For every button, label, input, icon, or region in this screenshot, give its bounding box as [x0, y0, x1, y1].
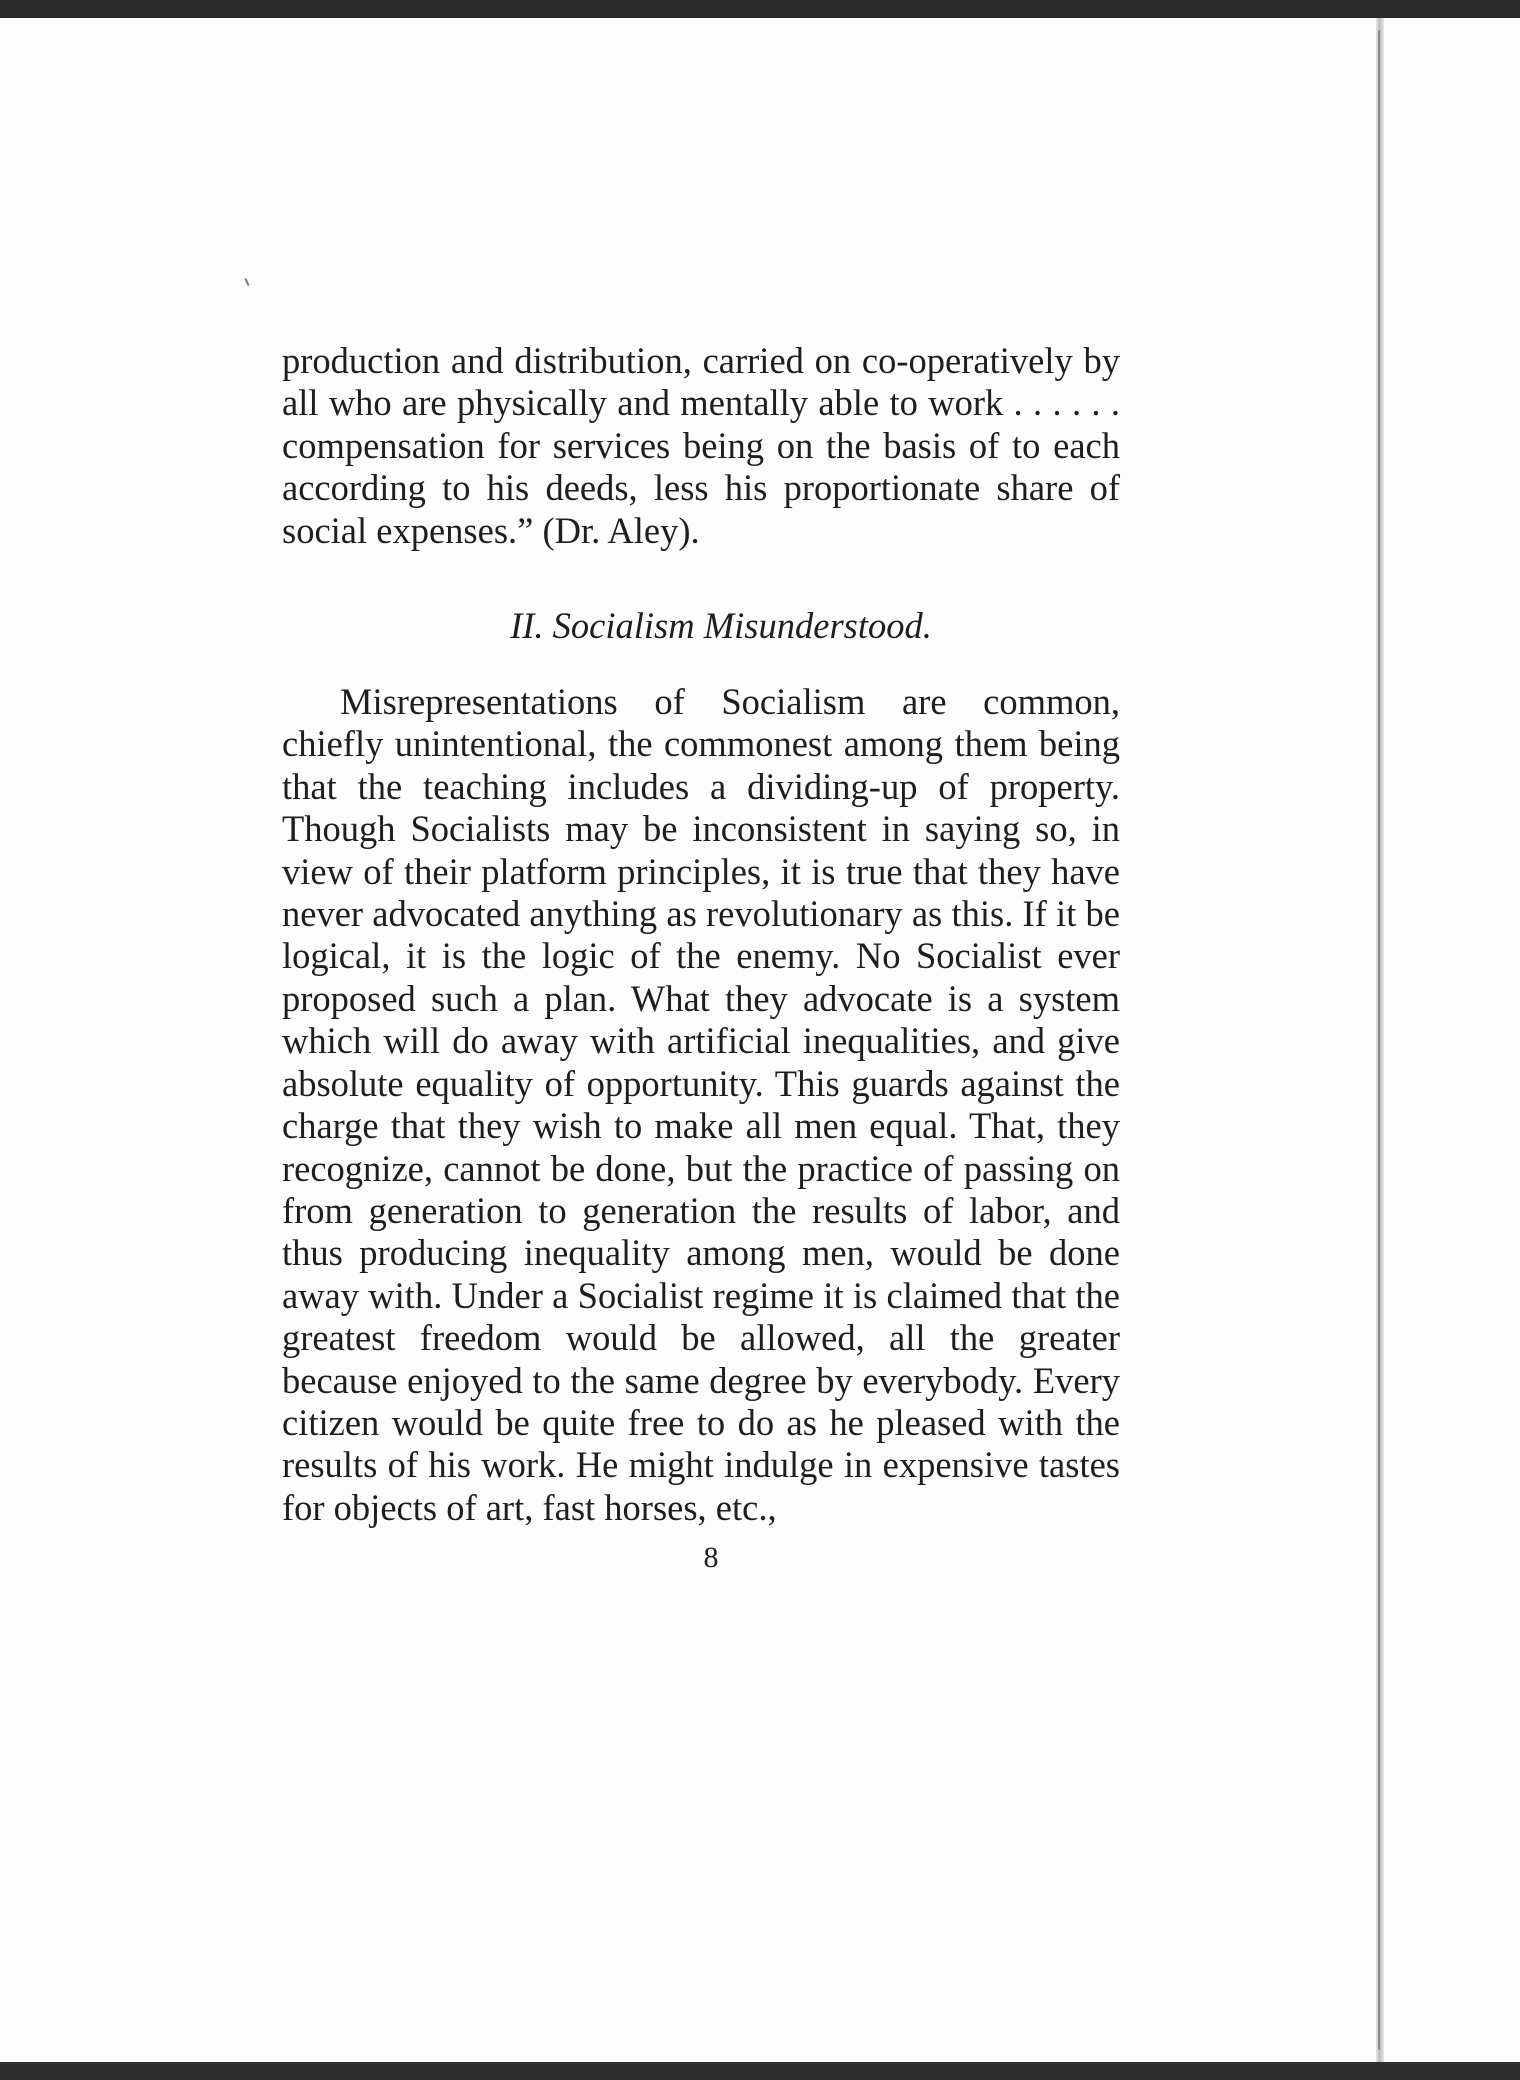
- gutter-line: [1378, 30, 1380, 2050]
- continuation-paragraph: production and distribution, carried on co-operatively by all who are physically and mentally able to work . . . . . . compensation for services being on the basis of to each according to his deeds, less his proportionate share of social expenses.” (Dr. Aley).: [282, 340, 1120, 551]
- scan-top-edge: [0, 0, 1520, 18]
- body-paragraph: Misrepresentations of Socialism are common, chiefly unintentional, the commonest among them being that the teaching includes a dividing-up of property. Though Socialists may be inconsistent in saying so, in view of their platform principles, it is true that they have never advocated anything as revolutionary as this. If it be logical, it is the logic of the enemy. No Socialist ever proposed such a plan. What they advocate is a system which will do away with artificial inequalities, and give absolute equality of opportunity. This guards against the charge that they wish to make all men equal. That, they recognize, cannot be done, but the practice of passing on from generation to generation the results of labor, and thus producing inequality among men, would be done away with. Under a Socialist regime it is claimed that the greatest freedom would be allowed, all the greater because enjoyed to the same degree by everybody. Every citizen would be quite free to do as he pleased with the results of his work. He might indulge in expensive tastes for objects of art, fast horses, etc.,: [282, 681, 1120, 1528]
- section-heading: II. Socialism Misunderstood.: [510, 605, 932, 647]
- stray-ink-mark: [244, 278, 249, 286]
- page-number: 8: [703, 1541, 719, 1575]
- page-text-block: [282, 340, 1120, 1575]
- scan-bottom-edge: [0, 2062, 1520, 2080]
